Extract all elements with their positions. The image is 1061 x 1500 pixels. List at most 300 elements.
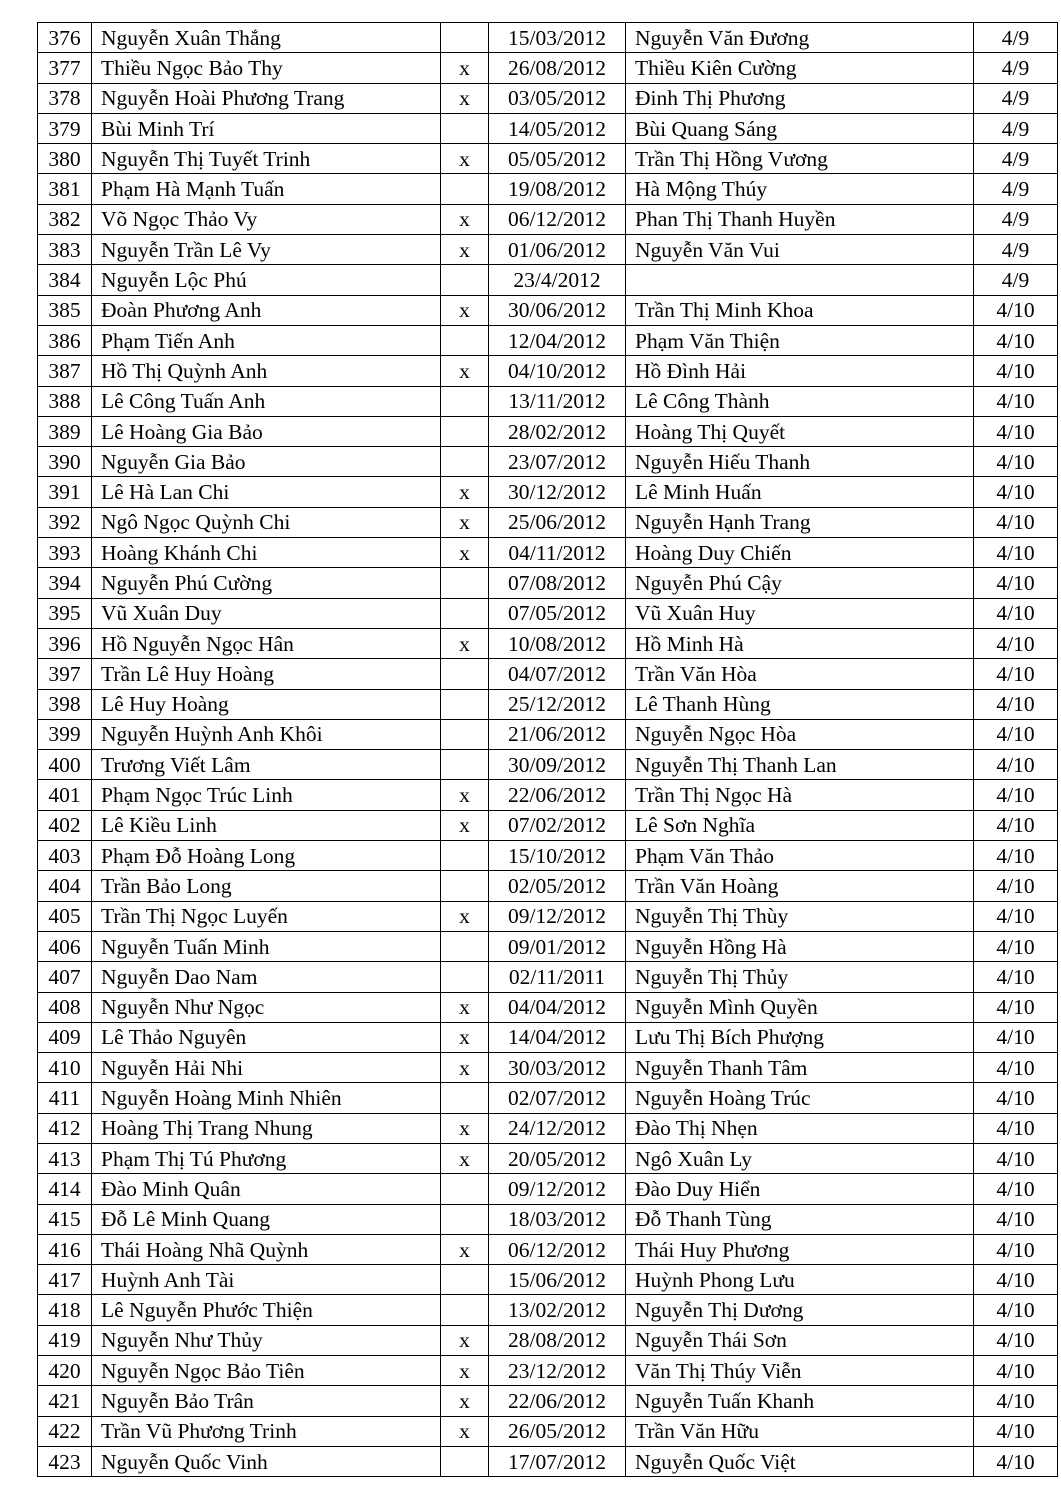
row-number-cell: 401: [38, 780, 92, 810]
class-name-cell: 4/10: [974, 507, 1058, 537]
parent-name-cell: Đỗ Thanh Tùng: [626, 1204, 974, 1234]
class-name-cell: 4/9: [974, 235, 1058, 265]
date-of-birth-cell: 07/08/2012: [489, 568, 626, 598]
female-mark-cell: x: [441, 628, 489, 658]
row-number-cell: 386: [38, 325, 92, 355]
row-number-cell: 384: [38, 265, 92, 295]
student-name-cell: Hoàng Khánh Chi: [92, 538, 441, 568]
parent-name-cell: Nguyễn Ngọc Hòa: [626, 719, 974, 749]
student-name-cell: Trần Lê Huy Hoàng: [92, 659, 441, 689]
table-row: [38, 628, 1058, 658]
table-row: [38, 53, 1058, 83]
class-name-cell: 4/10: [974, 1053, 1058, 1083]
date-of-birth-cell: 17/07/2012: [489, 1446, 626, 1476]
row-number-cell: 377: [38, 53, 92, 83]
student-name-cell: Nguyễn Thị Tuyết Trinh: [92, 144, 441, 174]
female-mark-cell: [441, 871, 489, 901]
female-mark-cell: [441, 719, 489, 749]
class-name-cell: 4/10: [974, 962, 1058, 992]
row-number-cell: 413: [38, 1143, 92, 1173]
student-name-cell: Hồ Thị Quỳnh Anh: [92, 356, 441, 386]
table-row: [38, 901, 1058, 931]
parent-name-cell: Đào Thị Nhẹn: [626, 1113, 974, 1143]
row-number-cell: 397: [38, 659, 92, 689]
class-name-cell: 4/10: [974, 871, 1058, 901]
student-name-cell: Lê Thảo Nguyên: [92, 1022, 441, 1052]
table-row: [38, 295, 1058, 325]
parent-name-cell: Thái Huy Phương: [626, 1234, 974, 1264]
table-row: [38, 962, 1058, 992]
student-name-cell: Phạm Hà Mạnh Tuấn: [92, 174, 441, 204]
row-number-cell: 410: [38, 1053, 92, 1083]
date-of-birth-cell: 04/11/2012: [489, 538, 626, 568]
student-name-cell: Nguyễn Gia Bảo: [92, 447, 441, 477]
table-row: [38, 447, 1058, 477]
row-number-cell: 399: [38, 719, 92, 749]
date-of-birth-cell: 18/03/2012: [489, 1204, 626, 1234]
student-name-cell: Nguyễn Hải Nhi: [92, 1053, 441, 1083]
row-number-cell: 404: [38, 871, 92, 901]
female-mark-cell: [441, 113, 489, 143]
parent-name-cell: Nguyễn Quốc Việt: [626, 1446, 974, 1476]
table-row: [38, 1386, 1058, 1416]
row-number-cell: 418: [38, 1295, 92, 1325]
female-mark-cell: x: [441, 356, 489, 386]
parent-name-cell: Trần Thị Hồng Vương: [626, 144, 974, 174]
row-number-cell: 423: [38, 1446, 92, 1476]
parent-name-cell: Phạm Văn Thiện: [626, 325, 974, 355]
student-name-cell: Lê Hà Lan Chi: [92, 477, 441, 507]
student-name-cell: Phạm Đỗ Hoàng Long: [92, 841, 441, 871]
date-of-birth-cell: 14/05/2012: [489, 113, 626, 143]
student-name-cell: Nguyễn Hoài Phương Trang: [92, 83, 441, 113]
row-number-cell: 407: [38, 962, 92, 992]
class-name-cell: 4/10: [974, 931, 1058, 961]
date-of-birth-cell: 19/08/2012: [489, 174, 626, 204]
parent-name-cell: Trần Văn Hoàng: [626, 871, 974, 901]
row-number-cell: 382: [38, 204, 92, 234]
student-name-cell: Nguyễn Như Thủy: [92, 1325, 441, 1355]
class-name-cell: 4/10: [974, 1416, 1058, 1446]
female-mark-cell: x: [441, 235, 489, 265]
date-of-birth-cell: 30/06/2012: [489, 295, 626, 325]
row-number-cell: 417: [38, 1265, 92, 1295]
female-mark-cell: [441, 1446, 489, 1476]
female-mark-cell: [441, 598, 489, 628]
parent-name-cell: Văn Thị Thúy Viễn: [626, 1356, 974, 1386]
female-mark-cell: [441, 386, 489, 416]
table-row: [38, 477, 1058, 507]
student-name-cell: Nguyễn Ngọc Bảo Tiên: [92, 1356, 441, 1386]
female-mark-cell: x: [441, 295, 489, 325]
class-name-cell: 4/10: [974, 1174, 1058, 1204]
row-number-cell: 387: [38, 356, 92, 386]
female-mark-cell: x: [441, 53, 489, 83]
date-of-birth-cell: 15/06/2012: [489, 1265, 626, 1295]
class-name-cell: 4/10: [974, 1143, 1058, 1173]
date-of-birth-cell: 09/12/2012: [489, 1174, 626, 1204]
table-row: [38, 1446, 1058, 1476]
row-number-cell: 381: [38, 174, 92, 204]
student-name-cell: Đào Minh Quân: [92, 1174, 441, 1204]
female-mark-cell: x: [441, 1143, 489, 1173]
parent-name-cell: Nguyễn Văn Vui: [626, 235, 974, 265]
date-of-birth-cell: 07/02/2012: [489, 810, 626, 840]
parent-name-cell: Đào Duy Hiển: [626, 1174, 974, 1204]
parent-name-cell: Trần Văn Hữu: [626, 1416, 974, 1446]
class-name-cell: 4/9: [974, 144, 1058, 174]
row-number-cell: 390: [38, 447, 92, 477]
parent-name-cell: Lê Thanh Hùng: [626, 689, 974, 719]
table-row: [38, 538, 1058, 568]
class-name-cell: 4/10: [974, 628, 1058, 658]
student-name-cell: Hoàng Thị Trang Nhung: [92, 1113, 441, 1143]
parent-name-cell: Hà Mộng Thúy: [626, 174, 974, 204]
female-mark-cell: [441, 1174, 489, 1204]
class-name-cell: 4/10: [974, 1295, 1058, 1325]
student-name-cell: Trần Vũ Phương Trinh: [92, 1416, 441, 1446]
female-mark-cell: x: [441, 1053, 489, 1083]
row-number-cell: 411: [38, 1083, 92, 1113]
table-row: [38, 931, 1058, 961]
table-row: [38, 992, 1058, 1022]
date-of-birth-cell: 15/03/2012: [489, 23, 626, 53]
student-name-cell: Thiều Ngọc Bảo Thy: [92, 53, 441, 83]
table-row: [38, 719, 1058, 749]
class-name-cell: 4/10: [974, 295, 1058, 325]
class-name-cell: 4/10: [974, 477, 1058, 507]
table-row: [38, 689, 1058, 719]
parent-name-cell: Nguyễn Thái Sơn: [626, 1325, 974, 1355]
row-number-cell: 391: [38, 477, 92, 507]
student-name-cell: Lê Công Tuấn Anh: [92, 386, 441, 416]
row-number-cell: 388: [38, 386, 92, 416]
class-name-cell: 4/10: [974, 1356, 1058, 1386]
table-row: [38, 1295, 1058, 1325]
female-mark-cell: [441, 1083, 489, 1113]
row-number-cell: 422: [38, 1416, 92, 1446]
parent-name-cell: Nguyễn Phú Cậy: [626, 568, 974, 598]
female-mark-cell: [441, 1265, 489, 1295]
student-name-cell: Võ Ngọc Thảo Vy: [92, 204, 441, 234]
student-name-cell: Lê Kiều Linh: [92, 810, 441, 840]
student-name-cell: Nguyễn Như Ngọc: [92, 992, 441, 1022]
parent-name-cell: Hồ Đình Hải: [626, 356, 974, 386]
female-mark-cell: x: [441, 1416, 489, 1446]
table-row: [38, 1053, 1058, 1083]
table-row: [38, 174, 1058, 204]
parent-name-cell: Lê Công Thành: [626, 386, 974, 416]
parent-name-cell: Trần Thị Ngọc Hà: [626, 780, 974, 810]
table-row: [38, 144, 1058, 174]
female-mark-cell: x: [441, 1022, 489, 1052]
female-mark-cell: [441, 416, 489, 446]
female-mark-cell: [441, 1204, 489, 1234]
student-name-cell: Nguyễn Dao Nam: [92, 962, 441, 992]
student-name-cell: Nguyễn Quốc Vinh: [92, 1446, 441, 1476]
table-row: [38, 750, 1058, 780]
class-name-cell: 4/9: [974, 204, 1058, 234]
student-name-cell: Nguyễn Trần Lê Vy: [92, 235, 441, 265]
date-of-birth-cell: 03/05/2012: [489, 83, 626, 113]
student-name-cell: Hồ Nguyễn Ngọc Hân: [92, 628, 441, 658]
class-name-cell: 4/10: [974, 1204, 1058, 1234]
student-name-cell: Nguyễn Xuân Thắng: [92, 23, 441, 53]
class-name-cell: 4/10: [974, 689, 1058, 719]
date-of-birth-cell: 30/09/2012: [489, 750, 626, 780]
date-of-birth-cell: 28/02/2012: [489, 416, 626, 446]
female-mark-cell: [441, 265, 489, 295]
parent-name-cell: Trần Văn Hòa: [626, 659, 974, 689]
date-of-birth-cell: 28/08/2012: [489, 1325, 626, 1355]
class-name-cell: 4/10: [974, 447, 1058, 477]
student-name-cell: Bùi Minh Trí: [92, 113, 441, 143]
class-name-cell: 4/9: [974, 174, 1058, 204]
female-mark-cell: [441, 659, 489, 689]
parent-name-cell: Nguyễn Tuấn Khanh: [626, 1386, 974, 1416]
parent-name-cell: Hoàng Thị Quyết: [626, 416, 974, 446]
parent-name-cell: Nguyễn Mình Quyền: [626, 992, 974, 1022]
parent-name-cell: Thiều Kiên Cường: [626, 53, 974, 83]
student-name-cell: Trần Bảo Long: [92, 871, 441, 901]
date-of-birth-cell: 24/12/2012: [489, 1113, 626, 1143]
parent-name-cell: Bùi Quang Sáng: [626, 113, 974, 143]
class-name-cell: 4/10: [974, 416, 1058, 446]
table-row: [38, 568, 1058, 598]
table-row: [38, 841, 1058, 871]
female-mark-cell: x: [441, 144, 489, 174]
row-number-cell: 395: [38, 598, 92, 628]
date-of-birth-cell: 14/04/2012: [489, 1022, 626, 1052]
class-name-cell: 4/10: [974, 538, 1058, 568]
class-name-cell: 4/10: [974, 1022, 1058, 1052]
parent-name-cell: Lê Sơn Nghĩa: [626, 810, 974, 840]
row-number-cell: 414: [38, 1174, 92, 1204]
date-of-birth-cell: 10/08/2012: [489, 628, 626, 658]
female-mark-cell: [441, 568, 489, 598]
row-number-cell: 403: [38, 841, 92, 871]
table-row: [38, 113, 1058, 143]
table-row: [38, 871, 1058, 901]
table-row: [38, 1113, 1058, 1143]
parent-name-cell: Lê Minh Huấn: [626, 477, 974, 507]
female-mark-cell: x: [441, 780, 489, 810]
table-row: [38, 325, 1058, 355]
table-row: [38, 23, 1058, 53]
class-name-cell: 4/10: [974, 386, 1058, 416]
date-of-birth-cell: 04/07/2012: [489, 659, 626, 689]
parent-name-cell: Huỳnh Phong Lưu: [626, 1265, 974, 1295]
date-of-birth-cell: 13/11/2012: [489, 386, 626, 416]
student-name-cell: Nguyễn Phú Cường: [92, 568, 441, 598]
row-number-cell: 406: [38, 931, 92, 961]
student-name-cell: Lê Hoàng Gia Bảo: [92, 416, 441, 446]
date-of-birth-cell: 22/06/2012: [489, 780, 626, 810]
row-number-cell: 393: [38, 538, 92, 568]
table-row: [38, 810, 1058, 840]
table-row: [38, 235, 1058, 265]
parent-name-cell: Nguyễn Hồng Hà: [626, 931, 974, 961]
table-row: [38, 1143, 1058, 1173]
date-of-birth-cell: 07/05/2012: [489, 598, 626, 628]
row-number-cell: 376: [38, 23, 92, 53]
table-row: [38, 83, 1058, 113]
table-row: [38, 598, 1058, 628]
roster-body: [38, 23, 1058, 1477]
class-name-cell: 4/10: [974, 659, 1058, 689]
class-name-cell: 4/10: [974, 568, 1058, 598]
table-row: [38, 356, 1058, 386]
class-name-cell: 4/10: [974, 750, 1058, 780]
female-mark-cell: [441, 931, 489, 961]
parent-name-cell: Nguyễn Văn Đương: [626, 23, 974, 53]
class-name-cell: 4/10: [974, 1265, 1058, 1295]
date-of-birth-cell: 06/12/2012: [489, 1234, 626, 1264]
table-row: [38, 1083, 1058, 1113]
student-name-cell: Vũ Xuân Duy: [92, 598, 441, 628]
female-mark-cell: [441, 325, 489, 355]
date-of-birth-cell: 04/10/2012: [489, 356, 626, 386]
row-number-cell: 408: [38, 992, 92, 1022]
row-number-cell: 398: [38, 689, 92, 719]
row-number-cell: 419: [38, 1325, 92, 1355]
row-number-cell: 402: [38, 810, 92, 840]
female-mark-cell: x: [441, 1234, 489, 1264]
female-mark-cell: [441, 174, 489, 204]
student-name-cell: Nguyễn Tuấn Minh: [92, 931, 441, 961]
parent-name-cell: Hồ Minh Hà: [626, 628, 974, 658]
row-number-cell: 420: [38, 1356, 92, 1386]
student-name-cell: Nguyễn Huỳnh Anh Khôi: [92, 719, 441, 749]
table-row: [38, 1416, 1058, 1446]
date-of-birth-cell: 15/10/2012: [489, 841, 626, 871]
row-number-cell: 383: [38, 235, 92, 265]
female-mark-cell: x: [441, 1386, 489, 1416]
class-name-cell: 4/9: [974, 23, 1058, 53]
parent-name-cell: Nguyễn Thị Thủy: [626, 962, 974, 992]
class-name-cell: 4/10: [974, 1325, 1058, 1355]
row-number-cell: 415: [38, 1204, 92, 1234]
row-number-cell: 405: [38, 901, 92, 931]
class-name-cell: 4/10: [974, 780, 1058, 810]
date-of-birth-cell: 26/05/2012: [489, 1416, 626, 1446]
female-mark-cell: [441, 750, 489, 780]
row-number-cell: 378: [38, 83, 92, 113]
table-row: [38, 1204, 1058, 1234]
row-number-cell: 392: [38, 507, 92, 537]
date-of-birth-cell: 30/12/2012: [489, 477, 626, 507]
class-name-cell: 4/10: [974, 1234, 1058, 1264]
row-number-cell: 394: [38, 568, 92, 598]
parent-name-cell: Ngô Xuân Ly: [626, 1143, 974, 1173]
parent-name-cell: Lưu Thị Bích Phượng: [626, 1022, 974, 1052]
student-name-cell: Nguyễn Lộc Phú: [92, 265, 441, 295]
student-name-cell: Ngô Ngọc Quỳnh Chi: [92, 507, 441, 537]
row-number-cell: 421: [38, 1386, 92, 1416]
parent-name-cell: Phạm Văn Thảo: [626, 841, 974, 871]
row-number-cell: 385: [38, 295, 92, 325]
date-of-birth-cell: 09/01/2012: [489, 931, 626, 961]
class-name-cell: 4/10: [974, 810, 1058, 840]
date-of-birth-cell: 06/12/2012: [489, 204, 626, 234]
date-of-birth-cell: 09/12/2012: [489, 901, 626, 931]
class-name-cell: 4/10: [974, 598, 1058, 628]
class-name-cell: 4/10: [974, 1083, 1058, 1113]
female-mark-cell: x: [441, 204, 489, 234]
parent-name-cell: Nguyễn Thanh Tâm: [626, 1053, 974, 1083]
table-row: [38, 1356, 1058, 1386]
table-row: [38, 204, 1058, 234]
class-name-cell: 4/10: [974, 1446, 1058, 1476]
parent-name-cell: Phan Thị Thanh Huyền: [626, 204, 974, 234]
date-of-birth-cell: 01/06/2012: [489, 235, 626, 265]
class-name-cell: 4/10: [974, 1113, 1058, 1143]
date-of-birth-cell: 23/07/2012: [489, 447, 626, 477]
parent-name-cell: Trần Thị Minh Khoa: [626, 295, 974, 325]
row-number-cell: 412: [38, 1113, 92, 1143]
student-name-cell: Trần Thị Ngọc Luyến: [92, 901, 441, 931]
table-row: [38, 507, 1058, 537]
table-row: [38, 416, 1058, 446]
date-of-birth-cell: 22/06/2012: [489, 1386, 626, 1416]
date-of-birth-cell: 12/04/2012: [489, 325, 626, 355]
parent-name-cell: Đinh Thị Phương: [626, 83, 974, 113]
female-mark-cell: x: [441, 83, 489, 113]
student-name-cell: Huỳnh Anh Tài: [92, 1265, 441, 1295]
female-mark-cell: x: [441, 901, 489, 931]
class-name-cell: 4/10: [974, 325, 1058, 355]
class-name-cell: 4/10: [974, 1386, 1058, 1416]
class-name-cell: 4/10: [974, 901, 1058, 931]
class-name-cell: 4/10: [974, 356, 1058, 386]
class-name-cell: 4/9: [974, 113, 1058, 143]
parent-name-cell: Vũ Xuân Huy: [626, 598, 974, 628]
female-mark-cell: [441, 447, 489, 477]
student-name-cell: Phạm Tiến Anh: [92, 325, 441, 355]
parent-name-cell: Nguyễn Thị Dương: [626, 1295, 974, 1325]
table-row: [38, 1265, 1058, 1295]
student-name-cell: Thái Hoàng Nhã Quỳnh: [92, 1234, 441, 1264]
parent-name-cell: Hoàng Duy Chiến: [626, 538, 974, 568]
female-mark-cell: [441, 23, 489, 53]
date-of-birth-cell: 30/03/2012: [489, 1053, 626, 1083]
student-name-cell: Phạm Ngọc Trúc Linh: [92, 780, 441, 810]
female-mark-cell: [441, 1295, 489, 1325]
date-of-birth-cell: 20/05/2012: [489, 1143, 626, 1173]
student-name-cell: Lê Nguyễn Phước Thiện: [92, 1295, 441, 1325]
class-name-cell: 4/10: [974, 841, 1058, 871]
date-of-birth-cell: 02/05/2012: [489, 871, 626, 901]
date-of-birth-cell: 04/04/2012: [489, 992, 626, 1022]
female-mark-cell: x: [441, 1325, 489, 1355]
class-name-cell: 4/9: [974, 265, 1058, 295]
student-name-cell: Trương Viết Lâm: [92, 750, 441, 780]
student-name-cell: Nguyễn Hoàng Minh Nhiên: [92, 1083, 441, 1113]
female-mark-cell: x: [441, 1113, 489, 1143]
row-number-cell: 416: [38, 1234, 92, 1264]
student-name-cell: Lê Huy Hoàng: [92, 689, 441, 719]
female-mark-cell: x: [441, 477, 489, 507]
female-mark-cell: x: [441, 507, 489, 537]
date-of-birth-cell: 23/12/2012: [489, 1356, 626, 1386]
row-number-cell: 389: [38, 416, 92, 446]
table-row: [38, 386, 1058, 416]
table-row: [38, 1174, 1058, 1204]
female-mark-cell: x: [441, 992, 489, 1022]
date-of-birth-cell: 05/05/2012: [489, 144, 626, 174]
table-row: [38, 1022, 1058, 1052]
date-of-birth-cell: 02/11/2011: [489, 962, 626, 992]
